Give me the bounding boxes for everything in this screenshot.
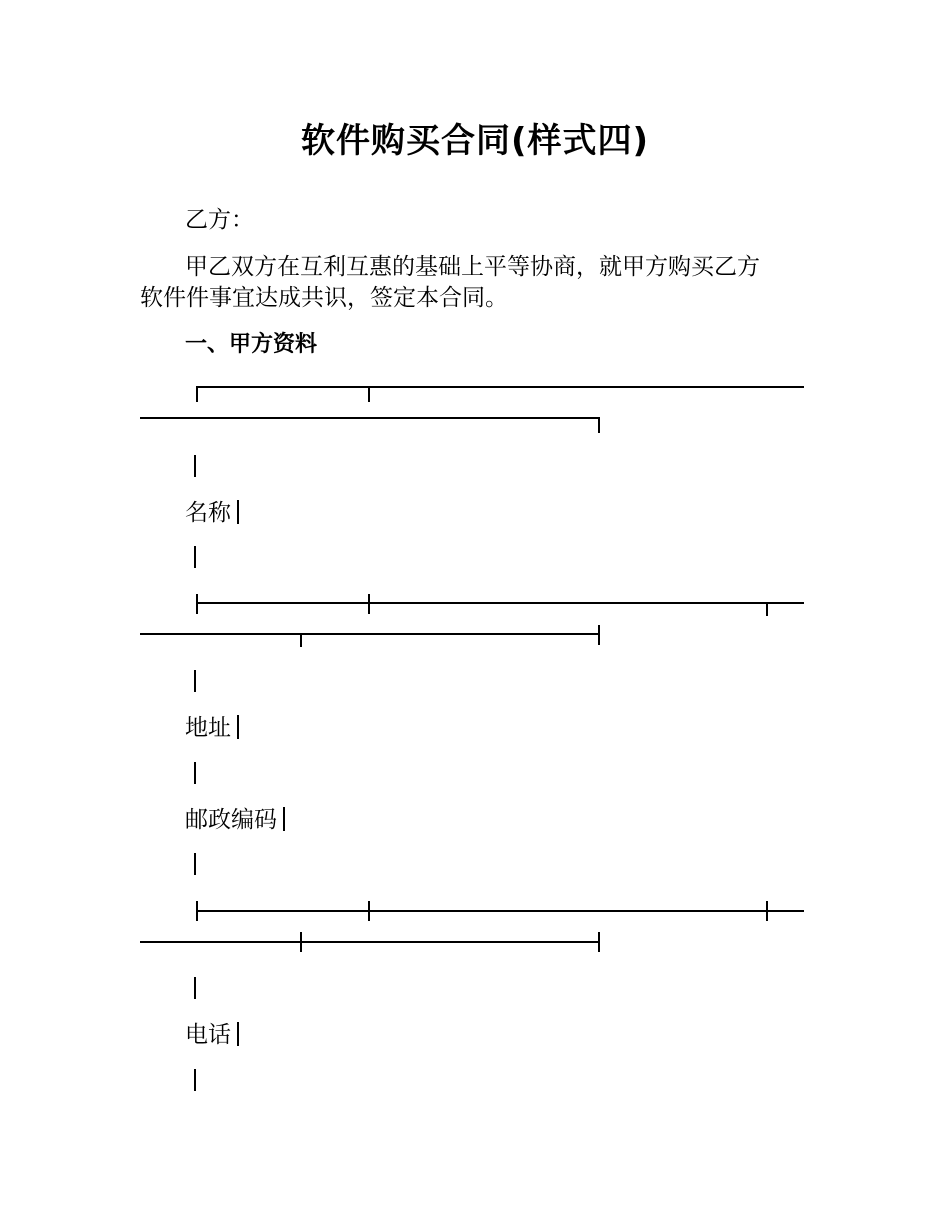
cell-divider [283, 807, 285, 831]
table-left-border [194, 670, 196, 692]
field-name-row [185, 498, 239, 528]
cell-divider [237, 500, 239, 524]
table-left-border [194, 853, 196, 875]
field-name-label: 名称 [185, 500, 231, 526]
section-1-heading: 一、甲方资料 [185, 332, 318, 357]
party-b-label: 乙方： [185, 207, 254, 233]
field-address-row [185, 713, 239, 743]
field-postcode-label: 邮政编码 [185, 807, 277, 833]
table-left-border [194, 977, 196, 999]
table-left-border [194, 455, 196, 477]
cell-divider [237, 1022, 239, 1046]
table-left-border [194, 762, 196, 784]
field-address-label: 地址 [185, 715, 231, 741]
field-phone-label: 电话 [185, 1022, 231, 1048]
cell-divider [237, 715, 239, 739]
document-title: 软件购买合同(样式四) [300, 121, 650, 161]
intro-text-line-2: 软件件事宜达成共识，签定本合同。 [140, 285, 508, 311]
table-left-border [194, 546, 196, 568]
field-phone-row [185, 1020, 239, 1050]
field-postcode-row [185, 805, 285, 835]
table-left-border [194, 1069, 196, 1091]
intro-text-line-1: 甲乙双方在互利互惠的基础上平等协商，就甲方购买乙方 [185, 254, 760, 280]
